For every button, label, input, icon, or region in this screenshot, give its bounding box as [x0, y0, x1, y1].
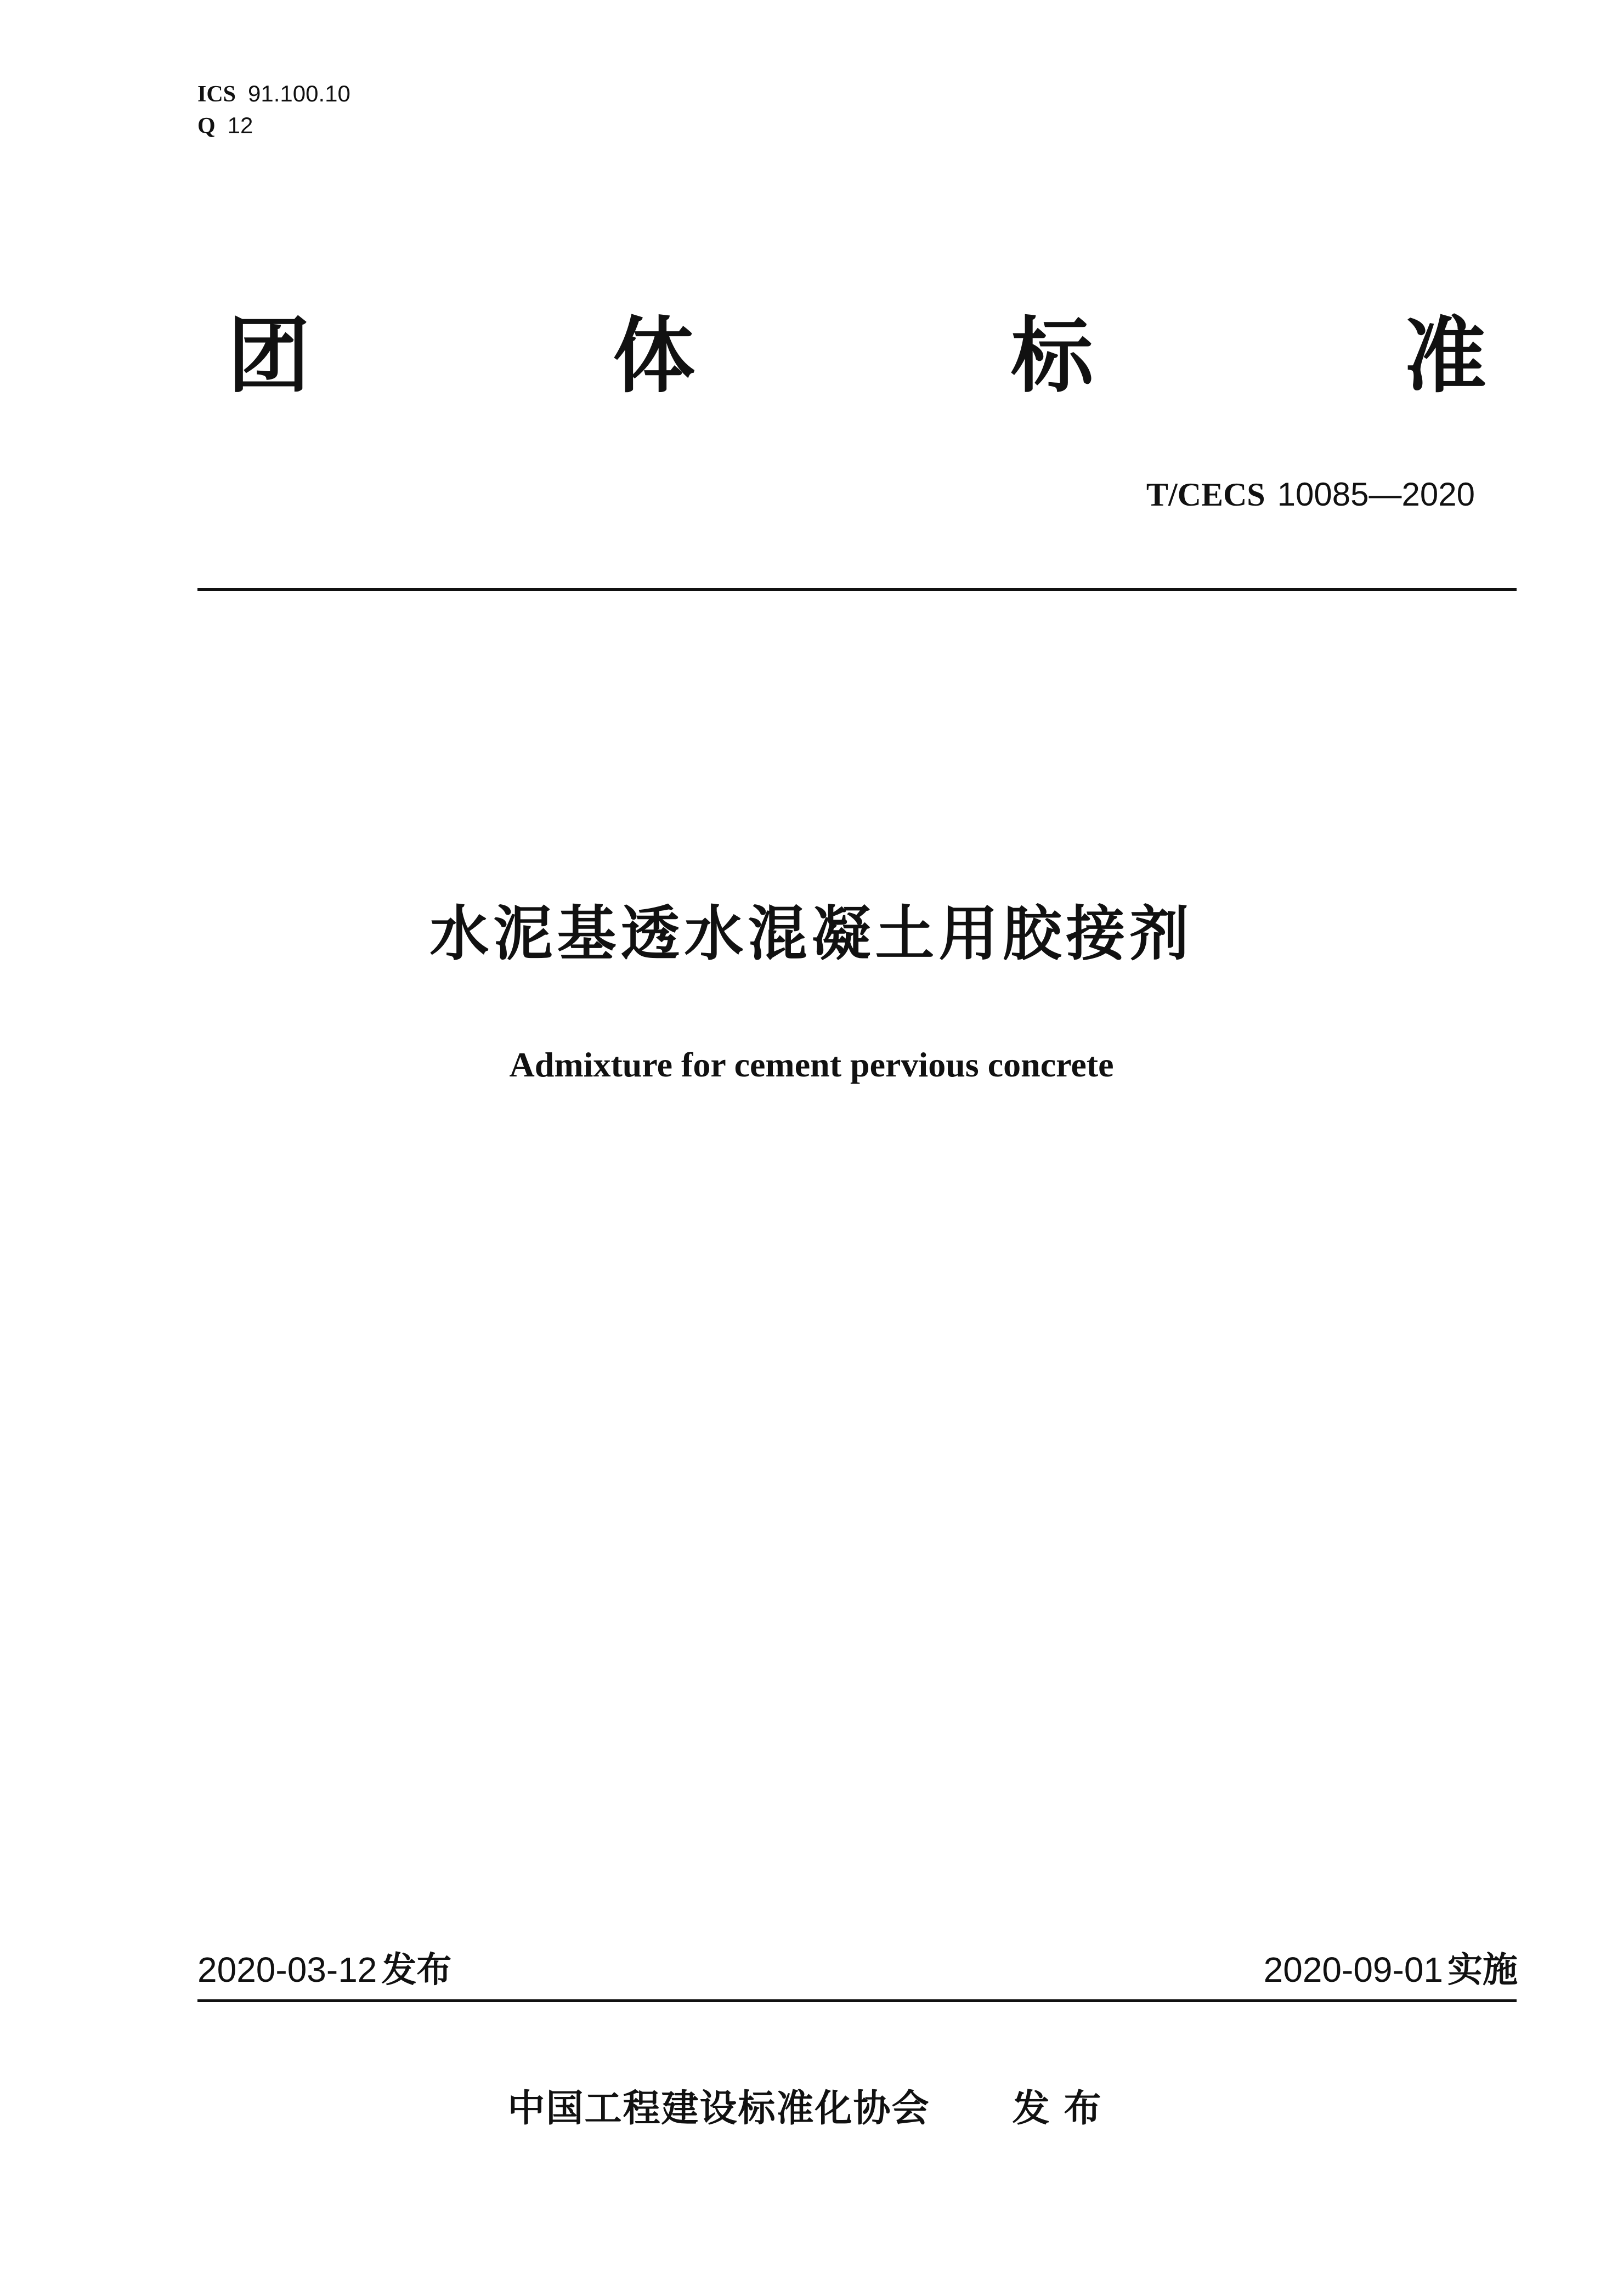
top-divider [197, 588, 1517, 591]
standard-prefix: T/CECS [1146, 477, 1265, 513]
implementation-date-value: 2020-09-01 [1263, 1950, 1443, 1989]
issue-date [197, 1950, 452, 1991]
publisher-action: 发布 [1012, 2087, 1116, 2130]
issue-date-value: 2020-03-12 [197, 1950, 377, 1989]
ccs-value: 12 [227, 112, 253, 138]
implementation-date [1263, 1950, 1518, 1991]
heading-char-4: 准 [1404, 309, 1487, 404]
publisher-organization: 中国工程建设标准化协会 [507, 2087, 930, 2130]
standard-code: 10085—2020 [1277, 476, 1475, 513]
ccs-classification [197, 114, 253, 138]
ics-value: 91.100.10 [248, 81, 350, 106]
ics-classification [197, 82, 350, 106]
title-chinese: 水泥基透水混凝土用胶接剂 [429, 900, 1194, 968]
standard-number [1146, 478, 1475, 511]
ics-label: ICS [197, 82, 236, 107]
issue-date-action: 发布 [381, 1950, 452, 1991]
title-english: Admixture for cement pervious concrete [509, 1045, 1114, 1084]
publisher [0, 2087, 1623, 2130]
heading-char-1: 团 [227, 309, 310, 404]
heading-char-3: 标 [1010, 309, 1094, 404]
ccs-label: Q [197, 114, 216, 139]
bottom-divider [197, 1999, 1517, 2002]
implementation-date-action: 实施 [1447, 1950, 1518, 1991]
heading-char-2: 体 [612, 309, 695, 404]
